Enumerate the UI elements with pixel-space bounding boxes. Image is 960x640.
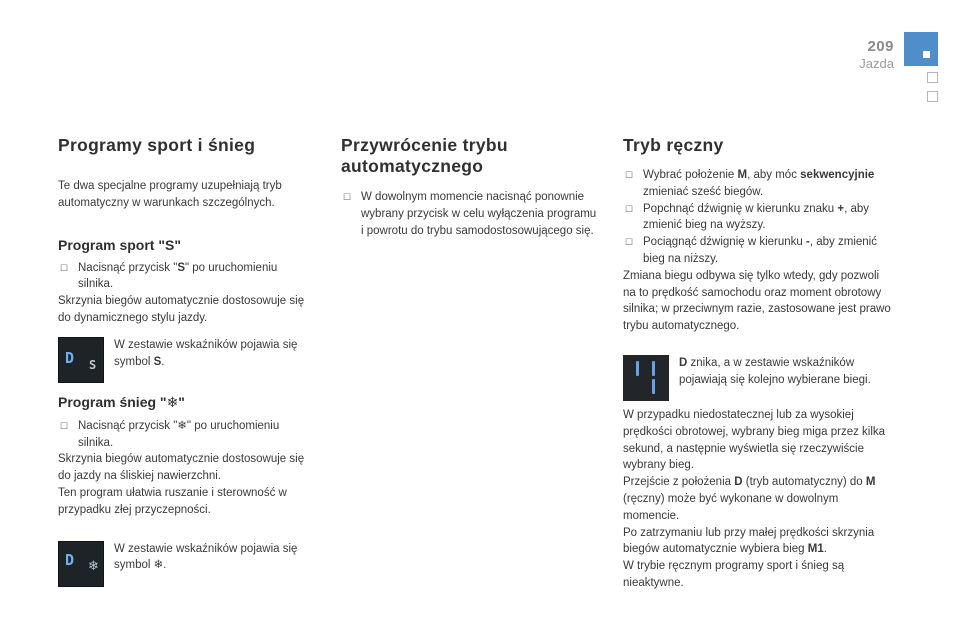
- snow-dashboard-image: [58, 541, 104, 587]
- intro-text: Te dwa specjalne programy uzupełniają tryb automatyczny w warunkach szczególnych.: [58, 180, 282, 209]
- manual-paragraph-2: W przypadku niedostatecznej lub za wysokiej prędkości obrotowej, wybrany bieg miga przez kilka sekund, a następnie wyświetla się rzeczywiście wybrany bieg.: [623, 408, 886, 472]
- check-box-icon: ☐: [625, 237, 634, 248]
- column-sport-snow: [58, 130, 313, 587]
- manual-figure: [623, 355, 893, 401]
- gear-digit-segment: [652, 379, 655, 394]
- manual-paragraph-3: Przejście z położenia D (tryb automatyczny) do M (ręczny) może być wykonane w dowolnym momencie.: [623, 476, 876, 522]
- manual-gear-dashboard-image: [623, 355, 669, 401]
- manual-figure-text: D znika, a w zestawie wskaźników pojawiają się kolejno wybierane biegi.: [679, 356, 871, 386]
- dash-d-letter: D: [65, 550, 75, 569]
- heading-sport: Program sport "S": [58, 236, 181, 253]
- snow-bullet: ☐ Nacisnąć przycisk "❄" po uruchomieniu silnika.: [60, 419, 280, 449]
- manual-bullet-1: ☐ Wybrać położenie M, aby móc sekwencyjnie zmieniać sześć biegów.: [625, 169, 875, 198]
- chapter-tab[interactable]: [904, 32, 938, 66]
- sport-figure-text: W zestawie wskaźników pojawia się symbol S.: [114, 338, 298, 368]
- column-restore-auto: [341, 130, 601, 239]
- check-box-icon: ☐: [60, 262, 69, 273]
- manual-paragraph-5: W trybie ręcznym programy sport i śnieg są nieaktywne.: [623, 560, 845, 589]
- heading-restore-auto: Przywrócenie trybu automatycznego: [341, 135, 508, 176]
- gear-digit-segment: [652, 361, 655, 376]
- snowflake-icon: ❄: [88, 558, 99, 574]
- sport-dashboard-image: [58, 337, 104, 383]
- heading-snow: Program śnieg "❄": [58, 393, 185, 411]
- chapter-tab-empty-1[interactable]: [927, 72, 938, 83]
- manual-paragraph-1: Zmiana biegu odbywa się tylko wtedy, gdy pozwoli na to prędkość samochodu oraz moment obrotowy silnika; w przeciwnym razie, zastosowane jest prawo trybu automatycznego.: [623, 269, 891, 333]
- heading-manual: Tryb ręczny: [623, 135, 724, 155]
- heading-programs: Programy sport i śnieg: [58, 135, 256, 155]
- sport-figure: [58, 337, 313, 383]
- restore-bullet: ☐ W dowolnym momencie nacisnąć ponownie wybrany przycisk w celu wyłączenia programu i powrotu do trybu samodostosowującego się.: [343, 191, 597, 237]
- column-manual: [623, 130, 893, 592]
- snow-description-1: Skrzynia biegów automatycznie dostosowuje się do jazdy na śliskiej nawierzchni.: [58, 453, 305, 483]
- check-box-icon: ☐: [625, 203, 634, 214]
- snow-figure: [58, 541, 313, 587]
- manual-bullet-3: ☐ Pociągnąć dźwignię w kierunku -, aby zmienić bieg na niższy.: [625, 236, 877, 265]
- gear-digit-segment: [636, 361, 639, 376]
- sport-description: Skrzynia biegów automatycznie dostosowuje się do dynamicznego stylu jazdy.: [58, 295, 305, 324]
- dash-s-letter: S: [89, 357, 97, 372]
- manual-paragraph-4: Po zatrzymaniu lub przy małej prędkości skrzynia biegów automatycznie wybiera bieg M1.: [623, 526, 875, 556]
- manual-bullet-2: ☐ Popchnąć dźwignię w kierunku znaku +, aby zmienić bieg na wyższy.: [625, 202, 869, 232]
- check-box-icon: ☐: [625, 170, 634, 180]
- sport-bullet: ☐ Nacisnąć przycisk "S" po uruchomieniu silnika.: [60, 261, 278, 291]
- snow-description-2: Ten program ułatwia ruszanie i sterowność w przypadku złej przyczepności.: [58, 486, 287, 516]
- dash-d-letter: D: [65, 348, 75, 367]
- snow-figure-text: W zestawie wskaźników pojawia się symbol ❄.: [114, 542, 298, 572]
- chapter-tab-empty-2[interactable]: [927, 91, 938, 102]
- section-label: Jazda: [859, 56, 894, 71]
- check-box-icon: ☐: [60, 420, 69, 431]
- check-box-icon: ☐: [343, 192, 352, 202]
- tab-square-icon: [923, 51, 930, 58]
- page-number: 209: [867, 38, 894, 55]
